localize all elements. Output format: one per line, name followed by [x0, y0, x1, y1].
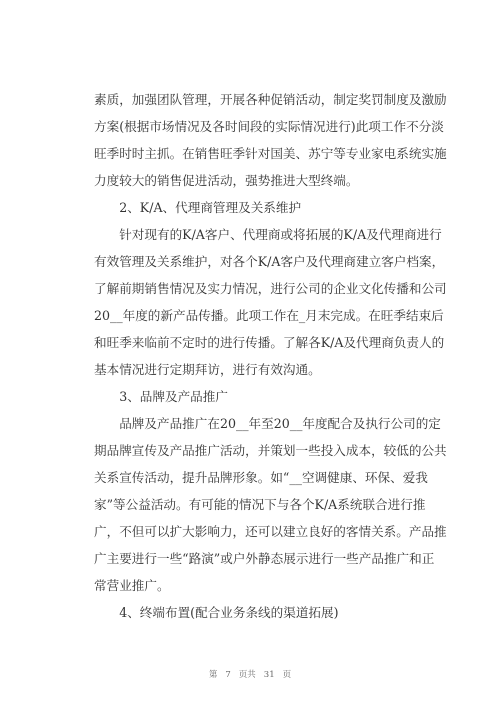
- text-line: 有效管理及关系维护，对各个K/A客户及代理商建立客户档案，: [94, 254, 445, 269]
- page-footer: [0, 668, 500, 680]
- text-line: 基本情况进行定期拜访，进行有效沟通。: [94, 362, 321, 377]
- text-line: 素质，加强团队管理，开展各种促销活动，制定奖罚制度及激励: [94, 92, 447, 107]
- text-line: 20__年度的新产品传播。此项工作在_月末完成。在旺季结束后: [94, 308, 444, 323]
- page-prefix: 第: [208, 670, 218, 680]
- text-line: 针对现有的K/A客户、代理商或将拓展的K/A及代理商进行: [94, 227, 442, 242]
- text-line: 期品牌宣传及产品推广活动，并策划一些投入成本，较低的公共: [94, 443, 447, 458]
- page-mid: 页共: [238, 670, 256, 680]
- text-line: 品牌及产品推广在20__年至20__年度配合及执行公司的定: [94, 416, 441, 431]
- text-line: 广，不但可以扩大影响力，还可以建立良好的客情关系。产品推: [94, 524, 447, 539]
- text-line: 旺季时时主抓。在销售旺季针对国美、苏宁等专业家电系统实施: [94, 146, 447, 161]
- text-line: 广主要进行一些“路演”或户外静态展示进行一些产品推广和正: [94, 551, 435, 566]
- text-line: 家”等公益活动。有可能的情况下与各个K/A系统联合进行推: [94, 497, 426, 512]
- text-line: 方案(根据市场情况及各时间段的实际情况进行)此项工作不分淡: [94, 119, 444, 134]
- text-line: 力度较大的销售促进活动，强势推进大型终端。: [94, 173, 359, 188]
- text-line: 常营业推广。: [94, 578, 170, 593]
- text-line: 和旺季来临前不定时的进行传播。了解各K/A及代理商负责人的: [94, 335, 445, 350]
- text-line: 关系宣传活动，提升品牌形象。如“__空调健康、环保、爱我: [94, 470, 428, 485]
- text-line: 了解前期销售情况及实力情况，进行公司的企业文化传播和公司: [94, 281, 447, 296]
- total-pages: 31: [263, 670, 275, 680]
- current-page-number: 7: [225, 670, 231, 680]
- section-heading: 2、K/A、代理商管理及关系维护: [94, 200, 302, 215]
- section-heading: 3、品牌及产品推广: [94, 389, 228, 404]
- page-suffix: 页: [282, 670, 292, 680]
- section-heading: 4、终端布置(配合业务条线的渠道拓展): [94, 605, 339, 620]
